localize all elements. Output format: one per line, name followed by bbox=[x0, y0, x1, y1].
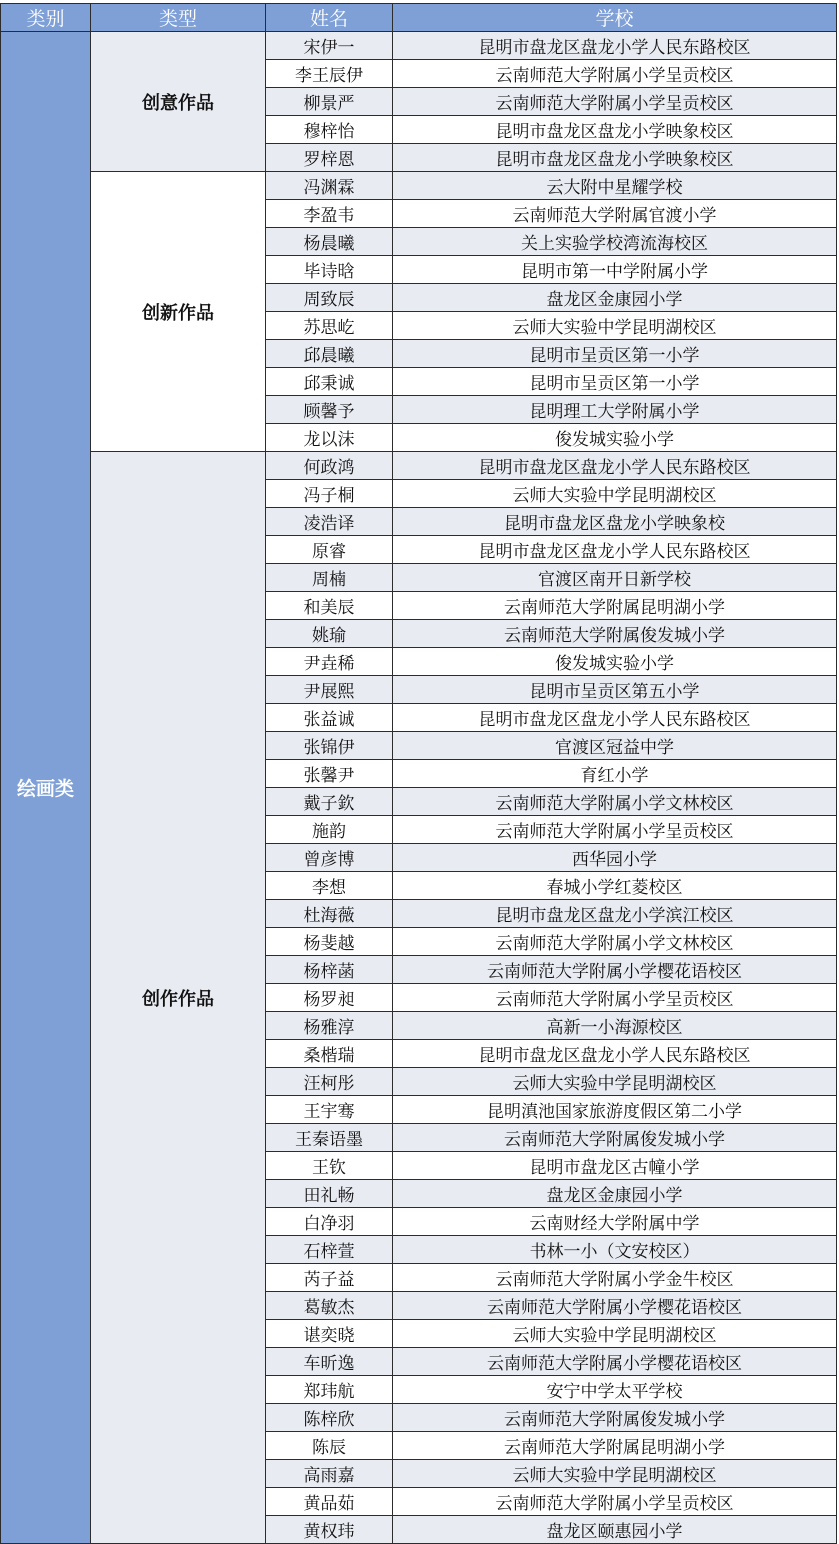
name-cell: 施韵 bbox=[266, 816, 393, 844]
name-cell: 顾馨予 bbox=[266, 396, 393, 424]
category-cell: 绘画类 bbox=[1, 32, 91, 1544]
name-cell: 何政鸿 bbox=[266, 452, 393, 480]
school-cell: 官渡区冠益中学 bbox=[393, 732, 837, 760]
name-cell: 张锦伊 bbox=[266, 732, 393, 760]
school-cell: 云南师范大学附属小学樱花语校区 bbox=[393, 956, 837, 984]
school-cell: 云南师范大学附属昆明湖小学 bbox=[393, 592, 837, 620]
name-cell: 杜海薇 bbox=[266, 900, 393, 928]
school-cell: 云南师范大学附属俊发城小学 bbox=[393, 1124, 837, 1152]
school-cell: 昆明市盘龙区盘龙小学人民东路校区 bbox=[393, 452, 837, 480]
school-cell: 昆明市盘龙区盘龙小学人民东路校区 bbox=[393, 536, 837, 564]
type-cell: 创作作品 bbox=[91, 452, 266, 1544]
school-cell: 安宁中学太平学校 bbox=[393, 1376, 837, 1404]
school-cell: 书林一小（文安校区） bbox=[393, 1236, 837, 1264]
name-cell: 周致辰 bbox=[266, 284, 393, 312]
header-category: 类别 bbox=[1, 4, 91, 32]
name-cell: 李盈韦 bbox=[266, 200, 393, 228]
name-cell: 宋伊一 bbox=[266, 32, 393, 60]
school-cell: 云南师范大学附属小学樱花语校区 bbox=[393, 1348, 837, 1376]
school-cell: 云南师范大学附属官渡小学 bbox=[393, 200, 837, 228]
name-cell: 杨斐越 bbox=[266, 928, 393, 956]
award-table-container bbox=[0, 3, 836, 1544]
name-cell: 陈梓欣 bbox=[266, 1404, 393, 1432]
name-cell: 龙以沫 bbox=[266, 424, 393, 452]
name-cell: 王宇骞 bbox=[266, 1096, 393, 1124]
school-cell: 云南师范大学附属小学呈贡校区 bbox=[393, 60, 837, 88]
school-cell: 云南师范大学附属小学文林校区 bbox=[393, 928, 837, 956]
name-cell: 周楠 bbox=[266, 564, 393, 592]
school-cell: 云南财经大学附属中学 bbox=[393, 1208, 837, 1236]
header-row bbox=[1, 4, 837, 32]
school-cell: 云师大实验中学昆明湖校区 bbox=[393, 1460, 837, 1488]
table-row bbox=[1, 452, 837, 480]
school-cell: 昆明市盘龙区盘龙小学映象校区 bbox=[393, 144, 837, 172]
table-body bbox=[1, 32, 837, 1544]
name-cell: 高雨嘉 bbox=[266, 1460, 393, 1488]
school-cell: 盘龙区金康园小学 bbox=[393, 284, 837, 312]
name-cell: 杨晨曦 bbox=[266, 228, 393, 256]
school-cell: 俊发城实验小学 bbox=[393, 648, 837, 676]
school-cell: 官渡区南开日新学校 bbox=[393, 564, 837, 592]
school-cell: 昆明滇池国家旅游度假区第二小学 bbox=[393, 1096, 837, 1124]
name-cell: 田礼畅 bbox=[266, 1180, 393, 1208]
school-cell: 云大附中星耀学校 bbox=[393, 172, 837, 200]
type-cell: 创新作品 bbox=[91, 172, 266, 452]
name-cell: 桑楷瑞 bbox=[266, 1040, 393, 1068]
school-cell: 云南师范大学附属小学呈贡校区 bbox=[393, 816, 837, 844]
type-cell: 创意作品 bbox=[91, 32, 266, 172]
school-cell: 昆明理工大学附属小学 bbox=[393, 396, 837, 424]
name-cell: 毕诗晗 bbox=[266, 256, 393, 284]
table-row bbox=[1, 32, 837, 60]
header-name: 姓名 bbox=[266, 4, 393, 32]
name-cell: 黄权玮 bbox=[266, 1516, 393, 1544]
school-cell: 云师大实验中学昆明湖校区 bbox=[393, 480, 837, 508]
school-cell: 云南师范大学附属小学金牛校区 bbox=[393, 1264, 837, 1292]
name-cell: 冯渊霖 bbox=[266, 172, 393, 200]
name-cell: 王秦语墨 bbox=[266, 1124, 393, 1152]
school-cell: 云南师范大学附属俊发城小学 bbox=[393, 1404, 837, 1432]
school-cell: 昆明市第一中学附属小学 bbox=[393, 256, 837, 284]
name-cell: 石梓萱 bbox=[266, 1236, 393, 1264]
name-cell: 葛敏杰 bbox=[266, 1292, 393, 1320]
school-cell: 昆明市呈贡区第一小学 bbox=[393, 368, 837, 396]
header-type: 类型 bbox=[91, 4, 266, 32]
name-cell: 戴子欽 bbox=[266, 788, 393, 816]
school-cell: 云师大实验中学昆明湖校区 bbox=[393, 312, 837, 340]
school-cell: 昆明市呈贡区第五小学 bbox=[393, 676, 837, 704]
school-cell: 昆明市盘龙区盘龙小学人民东路校区 bbox=[393, 704, 837, 732]
name-cell: 李王辰伊 bbox=[266, 60, 393, 88]
school-cell: 云南师范大学附属俊发城小学 bbox=[393, 620, 837, 648]
name-cell: 曾彦博 bbox=[266, 844, 393, 872]
name-cell: 张益诚 bbox=[266, 704, 393, 732]
header-school: 学校 bbox=[393, 4, 837, 32]
school-cell: 盘龙区颐惠园小学 bbox=[393, 1516, 837, 1544]
name-cell: 李想 bbox=[266, 872, 393, 900]
name-cell: 姚瑜 bbox=[266, 620, 393, 648]
school-cell: 云南师范大学附属小学呈贡校区 bbox=[393, 88, 837, 116]
school-cell: 云南师范大学附属小学呈贡校区 bbox=[393, 1488, 837, 1516]
name-cell: 邱晨曦 bbox=[266, 340, 393, 368]
school-cell: 昆明市呈贡区第一小学 bbox=[393, 340, 837, 368]
school-cell: 昆明市盘龙区盘龙小学映象校区 bbox=[393, 116, 837, 144]
name-cell: 杨罗昶 bbox=[266, 984, 393, 1012]
school-cell: 盘龙区金康园小学 bbox=[393, 1180, 837, 1208]
name-cell: 白净羽 bbox=[266, 1208, 393, 1236]
name-cell: 杨雅淳 bbox=[266, 1012, 393, 1040]
name-cell: 柳景严 bbox=[266, 88, 393, 116]
table-header bbox=[1, 4, 837, 32]
name-cell: 原睿 bbox=[266, 536, 393, 564]
school-cell: 西华园小学 bbox=[393, 844, 837, 872]
school-cell: 昆明市盘龙区盘龙小学滨江校区 bbox=[393, 900, 837, 928]
school-cell: 云师大实验中学昆明湖校区 bbox=[393, 1320, 837, 1348]
school-cell: 高新一小海源校区 bbox=[393, 1012, 837, 1040]
name-cell: 郑玮航 bbox=[266, 1376, 393, 1404]
name-cell: 冯子桐 bbox=[266, 480, 393, 508]
name-cell: 邱秉诚 bbox=[266, 368, 393, 396]
name-cell: 尹垚稀 bbox=[266, 648, 393, 676]
name-cell: 苏思屹 bbox=[266, 312, 393, 340]
name-cell: 张馨尹 bbox=[266, 760, 393, 788]
school-cell: 云师大实验中学昆明湖校区 bbox=[393, 1068, 837, 1096]
award-table bbox=[0, 3, 837, 1544]
name-cell: 黄品茹 bbox=[266, 1488, 393, 1516]
name-cell: 罗梓恩 bbox=[266, 144, 393, 172]
name-cell: 尹展熙 bbox=[266, 676, 393, 704]
school-cell: 云南师范大学附属小学呈贡校区 bbox=[393, 984, 837, 1012]
school-cell: 昆明市盘龙区盘龙小学人民东路校区 bbox=[393, 1040, 837, 1068]
table-row bbox=[1, 172, 837, 200]
school-cell: 俊发城实验小学 bbox=[393, 424, 837, 452]
school-cell: 昆明市盘龙区盘龙小学映象校 bbox=[393, 508, 837, 536]
name-cell: 车昕逸 bbox=[266, 1348, 393, 1376]
school-cell: 春城小学红菱校区 bbox=[393, 872, 837, 900]
school-cell: 关上实验学校湾流海校区 bbox=[393, 228, 837, 256]
name-cell: 杨梓菡 bbox=[266, 956, 393, 984]
school-cell: 昆明市盘龙区古幢小学 bbox=[393, 1152, 837, 1180]
school-cell: 云南师范大学附属小学文林校区 bbox=[393, 788, 837, 816]
school-cell: 云南师范大学附属昆明湖小学 bbox=[393, 1432, 837, 1460]
name-cell: 王钦 bbox=[266, 1152, 393, 1180]
school-cell: 育红小学 bbox=[393, 760, 837, 788]
name-cell: 芮子益 bbox=[266, 1264, 393, 1292]
name-cell: 和美辰 bbox=[266, 592, 393, 620]
school-cell: 昆明市盘龙区盘龙小学人民东路校区 bbox=[393, 32, 837, 60]
name-cell: 汪柯彤 bbox=[266, 1068, 393, 1096]
school-cell: 云南师范大学附属小学樱花语校区 bbox=[393, 1292, 837, 1320]
name-cell: 陈辰 bbox=[266, 1432, 393, 1460]
name-cell: 穆梓怡 bbox=[266, 116, 393, 144]
name-cell: 谌奕晓 bbox=[266, 1320, 393, 1348]
name-cell: 凌浩译 bbox=[266, 508, 393, 536]
